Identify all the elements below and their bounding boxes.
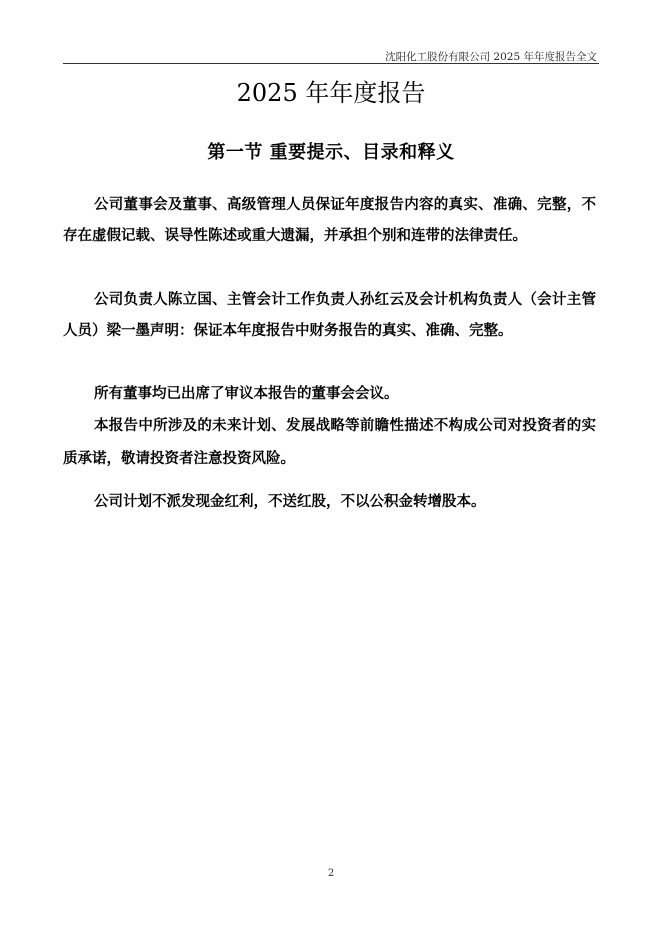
running-header: 沈阳化工股份有限公司 2025 年年度报告全文 [385,51,597,63]
section-title: 第一节 重要提示、目录和释义 [207,142,455,163]
page-number: 2 [327,868,335,879]
paragraph-dividend-plan: 公司计划不派发现金红利，不送红股，不以公积金转增股本。 [94,493,486,510]
document-title: 2025 年年度报告 [236,79,426,107]
paragraph-board-guarantee: 公司董事会及董事、高级管理人员保证年度报告内容的真实、准确、完整，不存在虚假记载、误导性陈述或重大遗漏，并承担个别和连带的法律责任。 [63,196,596,244]
paragraph-responsible-persons-statement: 公司负责人陈立国、主管会计工作负责人孙红云及会计机构负责人（会计主管人员）梁一墨声明：保证本年度报告中财务报告的真实、准确、完整。 [63,291,596,339]
paragraph-board-attendance: 所有董事均已出席了审议本报告的董事会会议。 [94,385,399,402]
paragraph-forward-looking-disclaimer: 本报告中所涉及的未来计划、发展战略等前瞻性描述不构成公司对投资者的实质承诺，敬请投资者注意投资风险。 [63,417,596,467]
header-divider [63,63,599,64]
